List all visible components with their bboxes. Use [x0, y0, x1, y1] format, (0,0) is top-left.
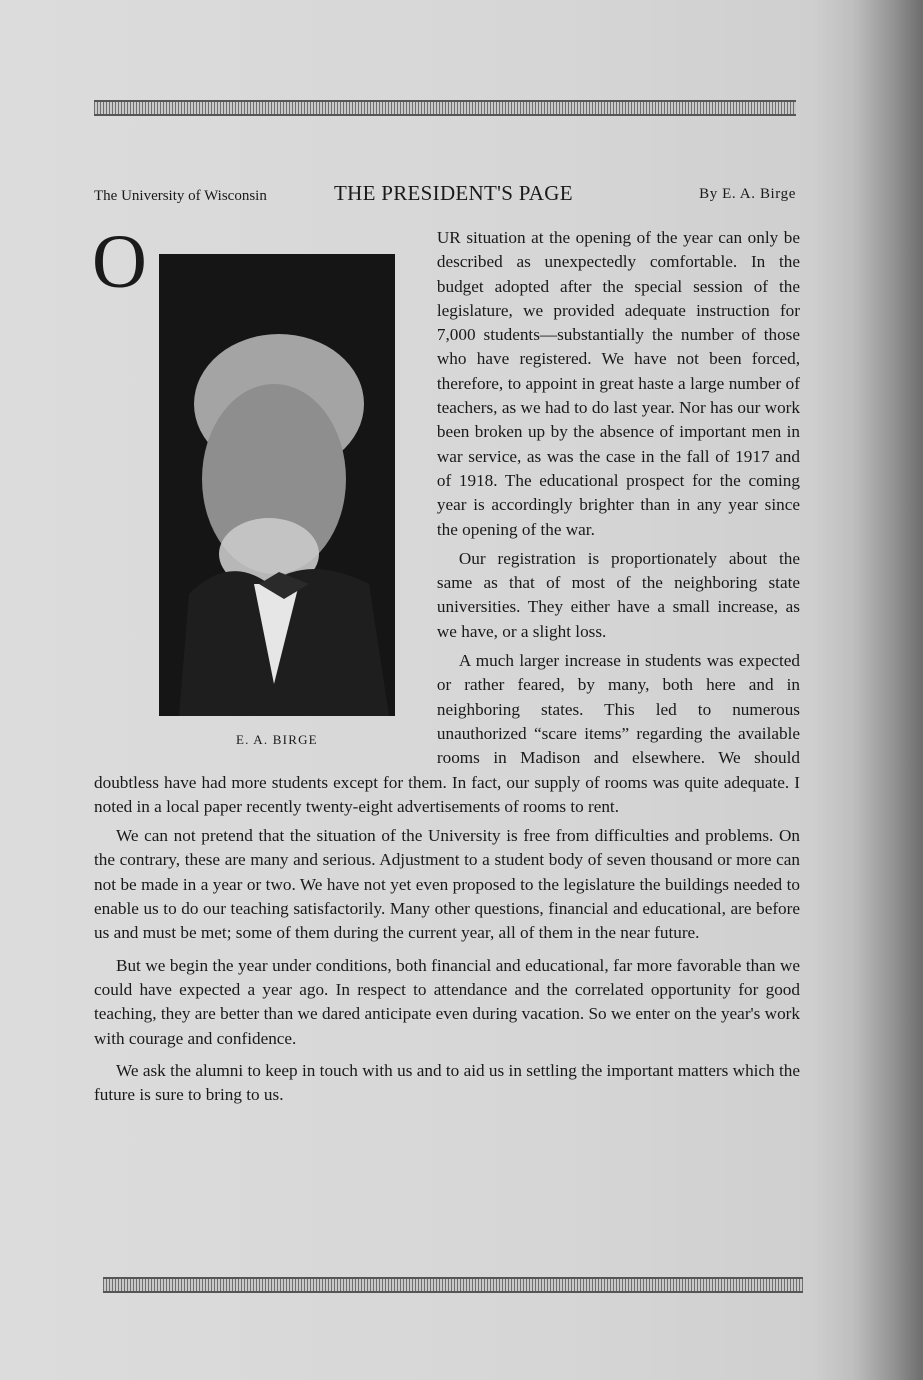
bottom-ornamental-rule	[103, 1277, 803, 1293]
page-header	[94, 180, 796, 210]
paragraph-3: A much larger increase in students was expected or rather feared, by many, both here and in neighboring states. This led to numerous unauthorized “scare items” regarding the available rooms in Madison and elsewhere. We should doubtless have had more students except for them. In fact, our supply of rooms was quite adequate. I noted in a local paper recently twenty-eight advertisements of rooms to rent.	[94, 651, 800, 816]
paragraph-5: But we begin the year under conditions, both financial and educational, far more favorable than we could have expected a year ago. In respect to attendance and the correlated opportunity for good teaching, they are better than we dared anticipate even during vacation. So we enter on the year's work with courage and confidence.	[94, 955, 800, 1048]
top-ornamental-rule	[94, 100, 796, 116]
portrait-photo	[159, 254, 395, 716]
paragraph-2: Our registration is proportionately about the same as that of most of the neighboring state universities. They either have a small increase, as we have, or a slight loss.	[436, 548, 800, 641]
portrait-silhouette	[159, 254, 395, 716]
paragraph-4: We can not pretend that the situation of the University is free from difficulties and problems. On the contrary, these are many and serious. Adjustment to a student body of seven thousand or more can not be made in a year or two. We have not yet even proposed to the legislature the buildings needed to enable us to do our teaching satisfactorily. Many other questions, financial and educational, are before us and must be met; some of them during the current year, all of them in the near future.	[94, 826, 800, 943]
byline-author: E. A. Birge	[722, 186, 796, 202]
byline-prefix: By	[699, 186, 718, 202]
page-title: THE PRESIDENT'S PAGE	[334, 181, 573, 205]
drop-cap: O	[92, 220, 147, 304]
portrait-caption: E. A. BIRGE	[235, 732, 318, 747]
publication-name: The University of Wisconsin	[94, 188, 267, 204]
page-edge-shadow	[853, 0, 923, 1380]
byline	[699, 186, 796, 203]
paragraph-6: We ask the alumni to keep in touch with us and to aid us in settling the important matters which the future is sure to bring to us.	[94, 1060, 800, 1105]
paragraph-1-text: UR situation at the opening of the year can only be described as unexpectedly comfortable. In the budget adopted after the special session of the legislature, we provided adequate instruction for 7,000 students—substantially the number of those who have registered. We have not been forced, therefore, to appoint in great haste a large number of teachers, as we had to do last year. Nor has our work been broken up by the absence of important men in war service, as was the case in the fall of 1917 and of 1918. The educational prospect for the coming year is accordingly brighter than in any year since the opening of the war.	[436, 228, 800, 539]
portrait-figure	[155, 254, 407, 760]
article-body	[92, 220, 800, 1107]
